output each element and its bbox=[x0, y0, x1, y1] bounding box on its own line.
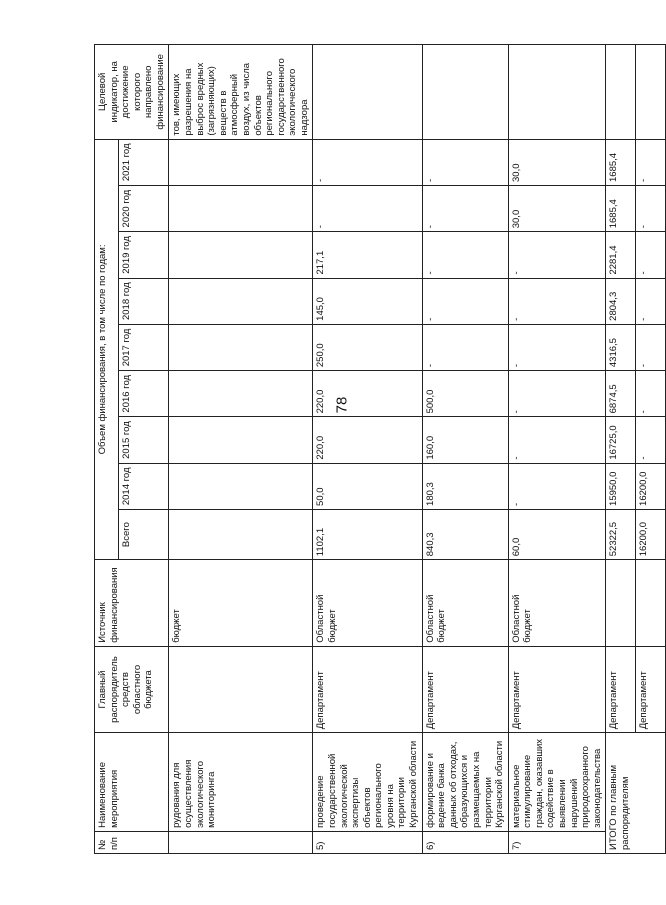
row-year-value: - bbox=[313, 139, 422, 185]
row-year-value: 180,3 bbox=[422, 463, 508, 509]
totals-year-value: 2281,4 bbox=[606, 232, 636, 278]
totals-year-value: 4316,5 bbox=[606, 324, 636, 370]
row-year-value: 500,0 bbox=[422, 371, 508, 417]
row-source: Областной бюджет bbox=[508, 560, 606, 647]
totals-total: 16200,0 bbox=[636, 509, 666, 559]
table-row bbox=[313, 45, 422, 854]
row-year-value: - bbox=[508, 324, 606, 370]
header-source: Источник финансирования bbox=[95, 560, 169, 647]
row-year-value: 50,0 bbox=[313, 463, 422, 509]
row-year-value: - bbox=[508, 371, 606, 417]
row-total: 840,3 bbox=[422, 509, 508, 559]
rotated-table-container bbox=[94, 44, 650, 854]
totals-year-value: 15950,0 bbox=[606, 463, 636, 509]
row-year-value: - bbox=[313, 185, 422, 231]
row-source: бюджет bbox=[169, 560, 313, 647]
totals-year-value: - bbox=[636, 232, 666, 278]
totals-year-value: 6874,5 bbox=[606, 371, 636, 417]
row-name: проведение государственной экологической экспертизы объектов регионального уровня на территории Курганской области bbox=[313, 733, 422, 832]
row-year-value bbox=[169, 139, 313, 185]
header-target: Целевой индикатор, на достижение которого направлено финансирование bbox=[95, 45, 169, 140]
row-admin: Департамент bbox=[422, 646, 508, 733]
row-total: 60,0 bbox=[508, 509, 606, 559]
totals-admin: Департамент bbox=[636, 646, 666, 733]
row-year-value bbox=[169, 185, 313, 231]
page-number: 78 bbox=[333, 396, 351, 414]
row-year-value: 220,0 bbox=[313, 371, 422, 417]
totals-row bbox=[636, 45, 666, 854]
totals-year-value: - bbox=[636, 278, 666, 324]
row-name: рудования для осуществления экологического мониторинга bbox=[169, 733, 313, 832]
row-source: Областной бюджет bbox=[313, 560, 422, 647]
row-admin: Департамент bbox=[313, 646, 422, 733]
header-year: 2018 год bbox=[118, 278, 169, 324]
row-year-value: - bbox=[508, 417, 606, 463]
row-year-value bbox=[169, 371, 313, 417]
header-year: 2017 год bbox=[118, 324, 169, 370]
header-year: 2021 год bbox=[118, 139, 169, 185]
totals-year-value: - bbox=[636, 417, 666, 463]
row-name: материальное стимулирование граждан, оказавших содействие в выявлении нарушений природоохранного законодательства bbox=[508, 733, 606, 832]
row-num bbox=[169, 831, 313, 853]
header-year: 2015 год bbox=[118, 417, 169, 463]
totals-year-value: - bbox=[636, 324, 666, 370]
row-year-value: - bbox=[422, 232, 508, 278]
row-source: Областной бюджет bbox=[422, 560, 508, 647]
header-num: № п/п bbox=[95, 831, 169, 853]
row-year-value bbox=[169, 463, 313, 509]
row-target bbox=[508, 45, 606, 140]
row-target bbox=[422, 45, 508, 140]
row-year-value: - bbox=[508, 463, 606, 509]
row-year-value bbox=[169, 232, 313, 278]
header-funding: Объем финансирования, в том числе по годам: bbox=[95, 139, 119, 560]
row-total bbox=[169, 509, 313, 559]
totals-year-value: 1685,4 bbox=[606, 139, 636, 185]
row-year-value bbox=[169, 417, 313, 463]
totals-year-value: 2804,3 bbox=[606, 278, 636, 324]
totals-year-value: - bbox=[636, 139, 666, 185]
totals-year-value: - bbox=[636, 371, 666, 417]
table-row bbox=[169, 45, 313, 854]
row-year-value: - bbox=[422, 278, 508, 324]
row-year-value: - bbox=[422, 324, 508, 370]
header-year: 2014 год bbox=[118, 463, 169, 509]
row-year-value: 220,0 bbox=[313, 417, 422, 463]
row-year-value: 145,0 bbox=[313, 278, 422, 324]
totals-year-value: 1685,4 bbox=[606, 185, 636, 231]
totals-label: ИТОГО по главным распорядителям bbox=[606, 733, 666, 854]
totals-year-value: 16200,0 bbox=[636, 463, 666, 509]
table-row bbox=[422, 45, 508, 854]
header-year: 2016 год bbox=[118, 371, 169, 417]
table-row bbox=[508, 45, 606, 854]
totals-admin: Департамент bbox=[606, 646, 636, 733]
row-year-value bbox=[169, 278, 313, 324]
header-year: 2020 год bbox=[118, 185, 169, 231]
totals-year-value: - bbox=[636, 185, 666, 231]
funding-table bbox=[94, 44, 666, 854]
header-name: Наименование мероприятия bbox=[95, 733, 169, 832]
row-year-value: - bbox=[508, 232, 606, 278]
row-target: тов, имеющих разрешения на выброс вредных (загрязняющих) веществ в атмосферный воздух, из числа объектов регионального государственного экологического надзора bbox=[169, 45, 313, 140]
header-total: Всего bbox=[118, 509, 169, 559]
row-year-value: 250,0 bbox=[313, 324, 422, 370]
header-admin: Главный распорядитель средств областного бюджета bbox=[95, 646, 169, 733]
row-target bbox=[313, 45, 422, 140]
row-year-value: 217,1 bbox=[313, 232, 422, 278]
row-num: 6) bbox=[422, 831, 508, 853]
header-year: 2019 год bbox=[118, 232, 169, 278]
totals-year-value: 16725,0 bbox=[606, 417, 636, 463]
row-name: формирование и ведение банка данных об отходах, образующихся и размещаемых на территории Курганской области bbox=[422, 733, 508, 832]
row-year-value: 30,0 bbox=[508, 185, 606, 231]
row-year-value: 160,0 bbox=[422, 417, 508, 463]
totals-total: 52322,5 bbox=[606, 509, 636, 559]
row-num: 5) bbox=[313, 831, 422, 853]
row-year-value: - bbox=[422, 185, 508, 231]
row-total: 1102,1 bbox=[313, 509, 422, 559]
row-admin: Департамент bbox=[508, 646, 606, 733]
row-year-value: - bbox=[422, 139, 508, 185]
row-year-value: - bbox=[508, 278, 606, 324]
row-admin bbox=[169, 646, 313, 733]
totals-row bbox=[606, 45, 636, 854]
row-num: 7) bbox=[508, 831, 606, 853]
row-year-value bbox=[169, 324, 313, 370]
row-year-value: 30,0 bbox=[508, 139, 606, 185]
